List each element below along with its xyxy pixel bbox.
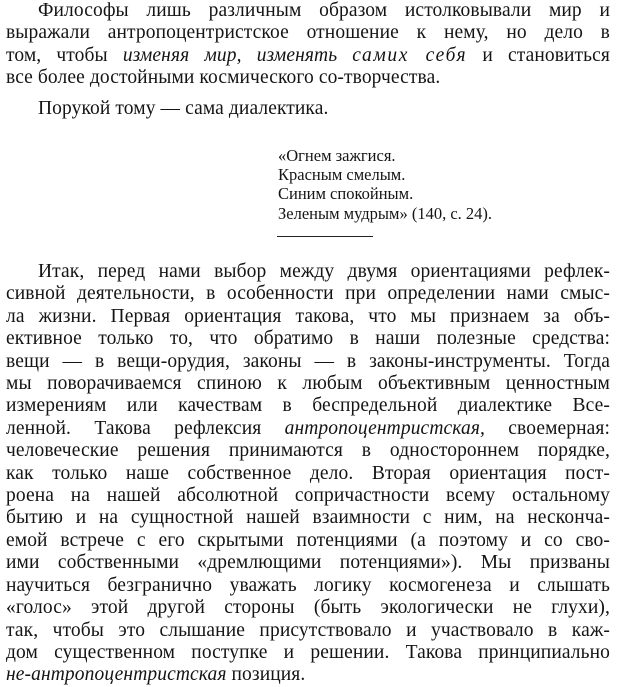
- quote-line: Красным смелым.: [278, 165, 406, 185]
- text-run: и становиться: [467, 44, 610, 66]
- paragraph-2: [6, 98, 610, 120]
- paragraph-line: мы поворачиваемся спиною к любым объективным ценностным: [6, 373, 610, 395]
- paragraph-line: ективное только то, что обратимо в наши полезные средства:: [6, 328, 610, 350]
- quote-line: Синим спокойным.: [278, 184, 414, 204]
- paragraph-line: Порукой тому — сама диалектика.: [38, 98, 329, 119]
- paragraph-line: выражали антропоцентристское отношение к нему, но дело в: [6, 22, 610, 44]
- italic-phrase: антропоцентристская,: [284, 417, 485, 439]
- spaced-italic-phrase: самих себя: [352, 44, 468, 66]
- paragraph-line: человеческие решения принимаются в одностороннем порядке,: [6, 440, 610, 462]
- paragraph-line: [6, 45, 610, 67]
- quote-line: «Огнем зажгися.: [278, 146, 396, 165]
- paragraph-line: вещи — в вещи-орудия, законы — в законы-инструменты. Тогда: [6, 350, 610, 372]
- paragraph-line: ими собственными «дремлющими потенциями»). Мы призваны: [6, 552, 610, 574]
- text-run: позиция.: [226, 664, 306, 686]
- text-run: том, чтобы: [6, 44, 123, 66]
- italic-phrase: не-антропоцентристская: [6, 664, 227, 686]
- paragraph-line: «голос» этой другой стороны (быть экологически не глухи),: [6, 597, 610, 619]
- paragraph-line: сивной деятельности, в особенности при определении нами смыс-: [6, 283, 610, 305]
- paragraph-line: научиться безгранично уважать логику космогенеза и слышать: [6, 574, 610, 596]
- paragraph-line: измерениям или качествам в беспредельной диалектике Все-: [6, 395, 610, 417]
- paragraph-line: Итак, перед нами выбор между двумя ориентациями рефлек-: [38, 261, 610, 282]
- paragraph-line: все более достойными космического со-творчества.: [6, 67, 441, 89]
- paragraph-1: [6, 0, 610, 90]
- paragraph-line: емой встрече с его скрытыми потенциями (а поэтому и со сво-: [6, 529, 610, 551]
- italic-phrase: изменяя мир, изменять: [122, 44, 338, 66]
- text-run: своемерная:: [484, 417, 610, 439]
- paragraph-line: [6, 418, 610, 440]
- section-divider: [277, 236, 373, 237]
- text-run: ленной. Такова рефлексия: [6, 417, 285, 439]
- paragraph-line: ла жизни. Первая ориентация такова, что мы признаем за объ-: [6, 305, 610, 327]
- paragraph-line: [6, 664, 610, 686]
- epigraph-quote: [278, 146, 492, 223]
- paragraph-line: как только наше собственное дело. Вторая ориентация пост-: [6, 462, 610, 484]
- paragraph-line: бытию и на сущностной нашей взаимности с ним, на несконча-: [6, 507, 610, 529]
- paragraph-line: роена на нашей абсолютной сопричастности всему остальному: [6, 485, 610, 507]
- paragraph-3: [6, 261, 610, 687]
- paragraph-line: Философы лишь различным образом истолковывали мир и: [38, 0, 610, 21]
- quote-line: Зеленым мудрым» (140, с. 24).: [278, 203, 493, 223]
- paragraph-line: так, чтобы это слышание присутствовало и участвовало в каж-: [6, 619, 610, 641]
- paragraph-line: дом существенном поступке и решении. Такова принципиально: [6, 641, 610, 663]
